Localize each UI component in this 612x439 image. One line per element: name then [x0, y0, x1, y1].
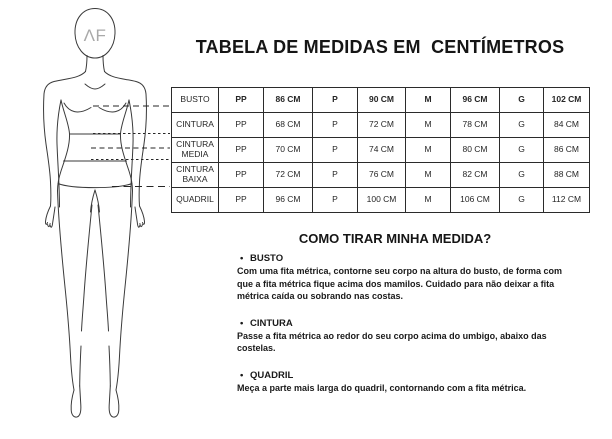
- size-cell: M: [406, 188, 451, 213]
- size-cell: 88 CM: [544, 163, 590, 188]
- size-cell: 102 CM: [544, 88, 590, 113]
- size-cell: PP: [219, 113, 264, 138]
- size-cell: P: [313, 188, 358, 213]
- table-row: [172, 113, 590, 138]
- table-row: [172, 163, 590, 188]
- size-cell: 74 CM: [358, 138, 406, 163]
- table-row: [172, 88, 590, 113]
- size-cell: P: [313, 113, 358, 138]
- size-cell: 68 CM: [264, 113, 313, 138]
- howto-term-busto: • BUSTO: [237, 252, 573, 265]
- size-cell: G: [500, 188, 544, 213]
- brand-logo: ΛF: [83, 26, 107, 45]
- size-cell: M: [406, 138, 451, 163]
- size-cell: 70 CM: [264, 138, 313, 163]
- size-cell: 86 CM: [544, 138, 590, 163]
- size-cell: M: [406, 88, 451, 113]
- size-cell: PP: [219, 188, 264, 213]
- size-cell: M: [406, 163, 451, 188]
- list-item: [237, 252, 573, 303]
- size-cell: 86 CM: [264, 88, 313, 113]
- size-cell: P: [313, 163, 358, 188]
- size-cell: 80 CM: [451, 138, 500, 163]
- howto-term-quadril: • QUADRIL: [237, 369, 573, 382]
- list-item: [237, 369, 573, 395]
- size-cell: PP: [219, 163, 264, 188]
- measure-label: CINTURA: [172, 113, 219, 138]
- measure-label: CINTURA BAIXA: [172, 163, 219, 188]
- size-cell: 76 CM: [358, 163, 406, 188]
- size-cell: P: [313, 88, 358, 113]
- size-cell: PP: [219, 88, 264, 113]
- size-table: [171, 87, 590, 213]
- size-cell: G: [500, 163, 544, 188]
- size-cell: G: [500, 113, 544, 138]
- size-cell: 96 CM: [264, 188, 313, 213]
- size-cell: 96 CM: [451, 88, 500, 113]
- howto-heading: COMO TIRAR MINHA MEDIDA?: [298, 231, 492, 246]
- size-cell: P: [313, 138, 358, 163]
- size-cell: M: [406, 113, 451, 138]
- size-cell: 84 CM: [544, 113, 590, 138]
- list-item: [237, 317, 573, 355]
- table-row: [172, 138, 590, 163]
- size-cell: G: [500, 138, 544, 163]
- size-cell: 100 CM: [358, 188, 406, 213]
- size-cell: 82 CM: [451, 163, 500, 188]
- size-cell: PP: [219, 138, 264, 163]
- size-cell: 78 CM: [451, 113, 500, 138]
- size-cell: 72 CM: [358, 113, 406, 138]
- size-cell: 106 CM: [451, 188, 500, 213]
- howto-text-busto: Com uma fita métrica, contorne seu corpo na altura do busto, de forma com que a fita métrica fique acima dos mamilos. Cuidado para não deixar a fita métrica caída ou sobrando nas costas.: [237, 266, 563, 301]
- size-cell: 112 CM: [544, 188, 590, 213]
- howto-text-cintura: Passe a fita métrica ao redor do seu corpo acima do umbigo, abaixo das costelas.: [237, 330, 547, 353]
- howto-text-quadril: Meça a parte mais larga do quadril, contornando com a fita métrica.: [237, 382, 527, 393]
- size-cell: 72 CM: [264, 163, 313, 188]
- table-row: [172, 188, 590, 213]
- body-outline: [44, 9, 147, 418]
- howto-list: [237, 252, 573, 408]
- howto-term-cintura: • CINTURA: [237, 317, 573, 330]
- page-title: TABELA DE MEDIDAS EM CENTÍMETROS: [195, 37, 565, 57]
- measure-label: QUADRIL: [172, 188, 219, 213]
- measure-label: CINTURA MEDIA: [172, 138, 219, 163]
- size-cell: G: [500, 88, 544, 113]
- measure-label: BUSTO: [172, 88, 219, 113]
- size-cell: 90 CM: [358, 88, 406, 113]
